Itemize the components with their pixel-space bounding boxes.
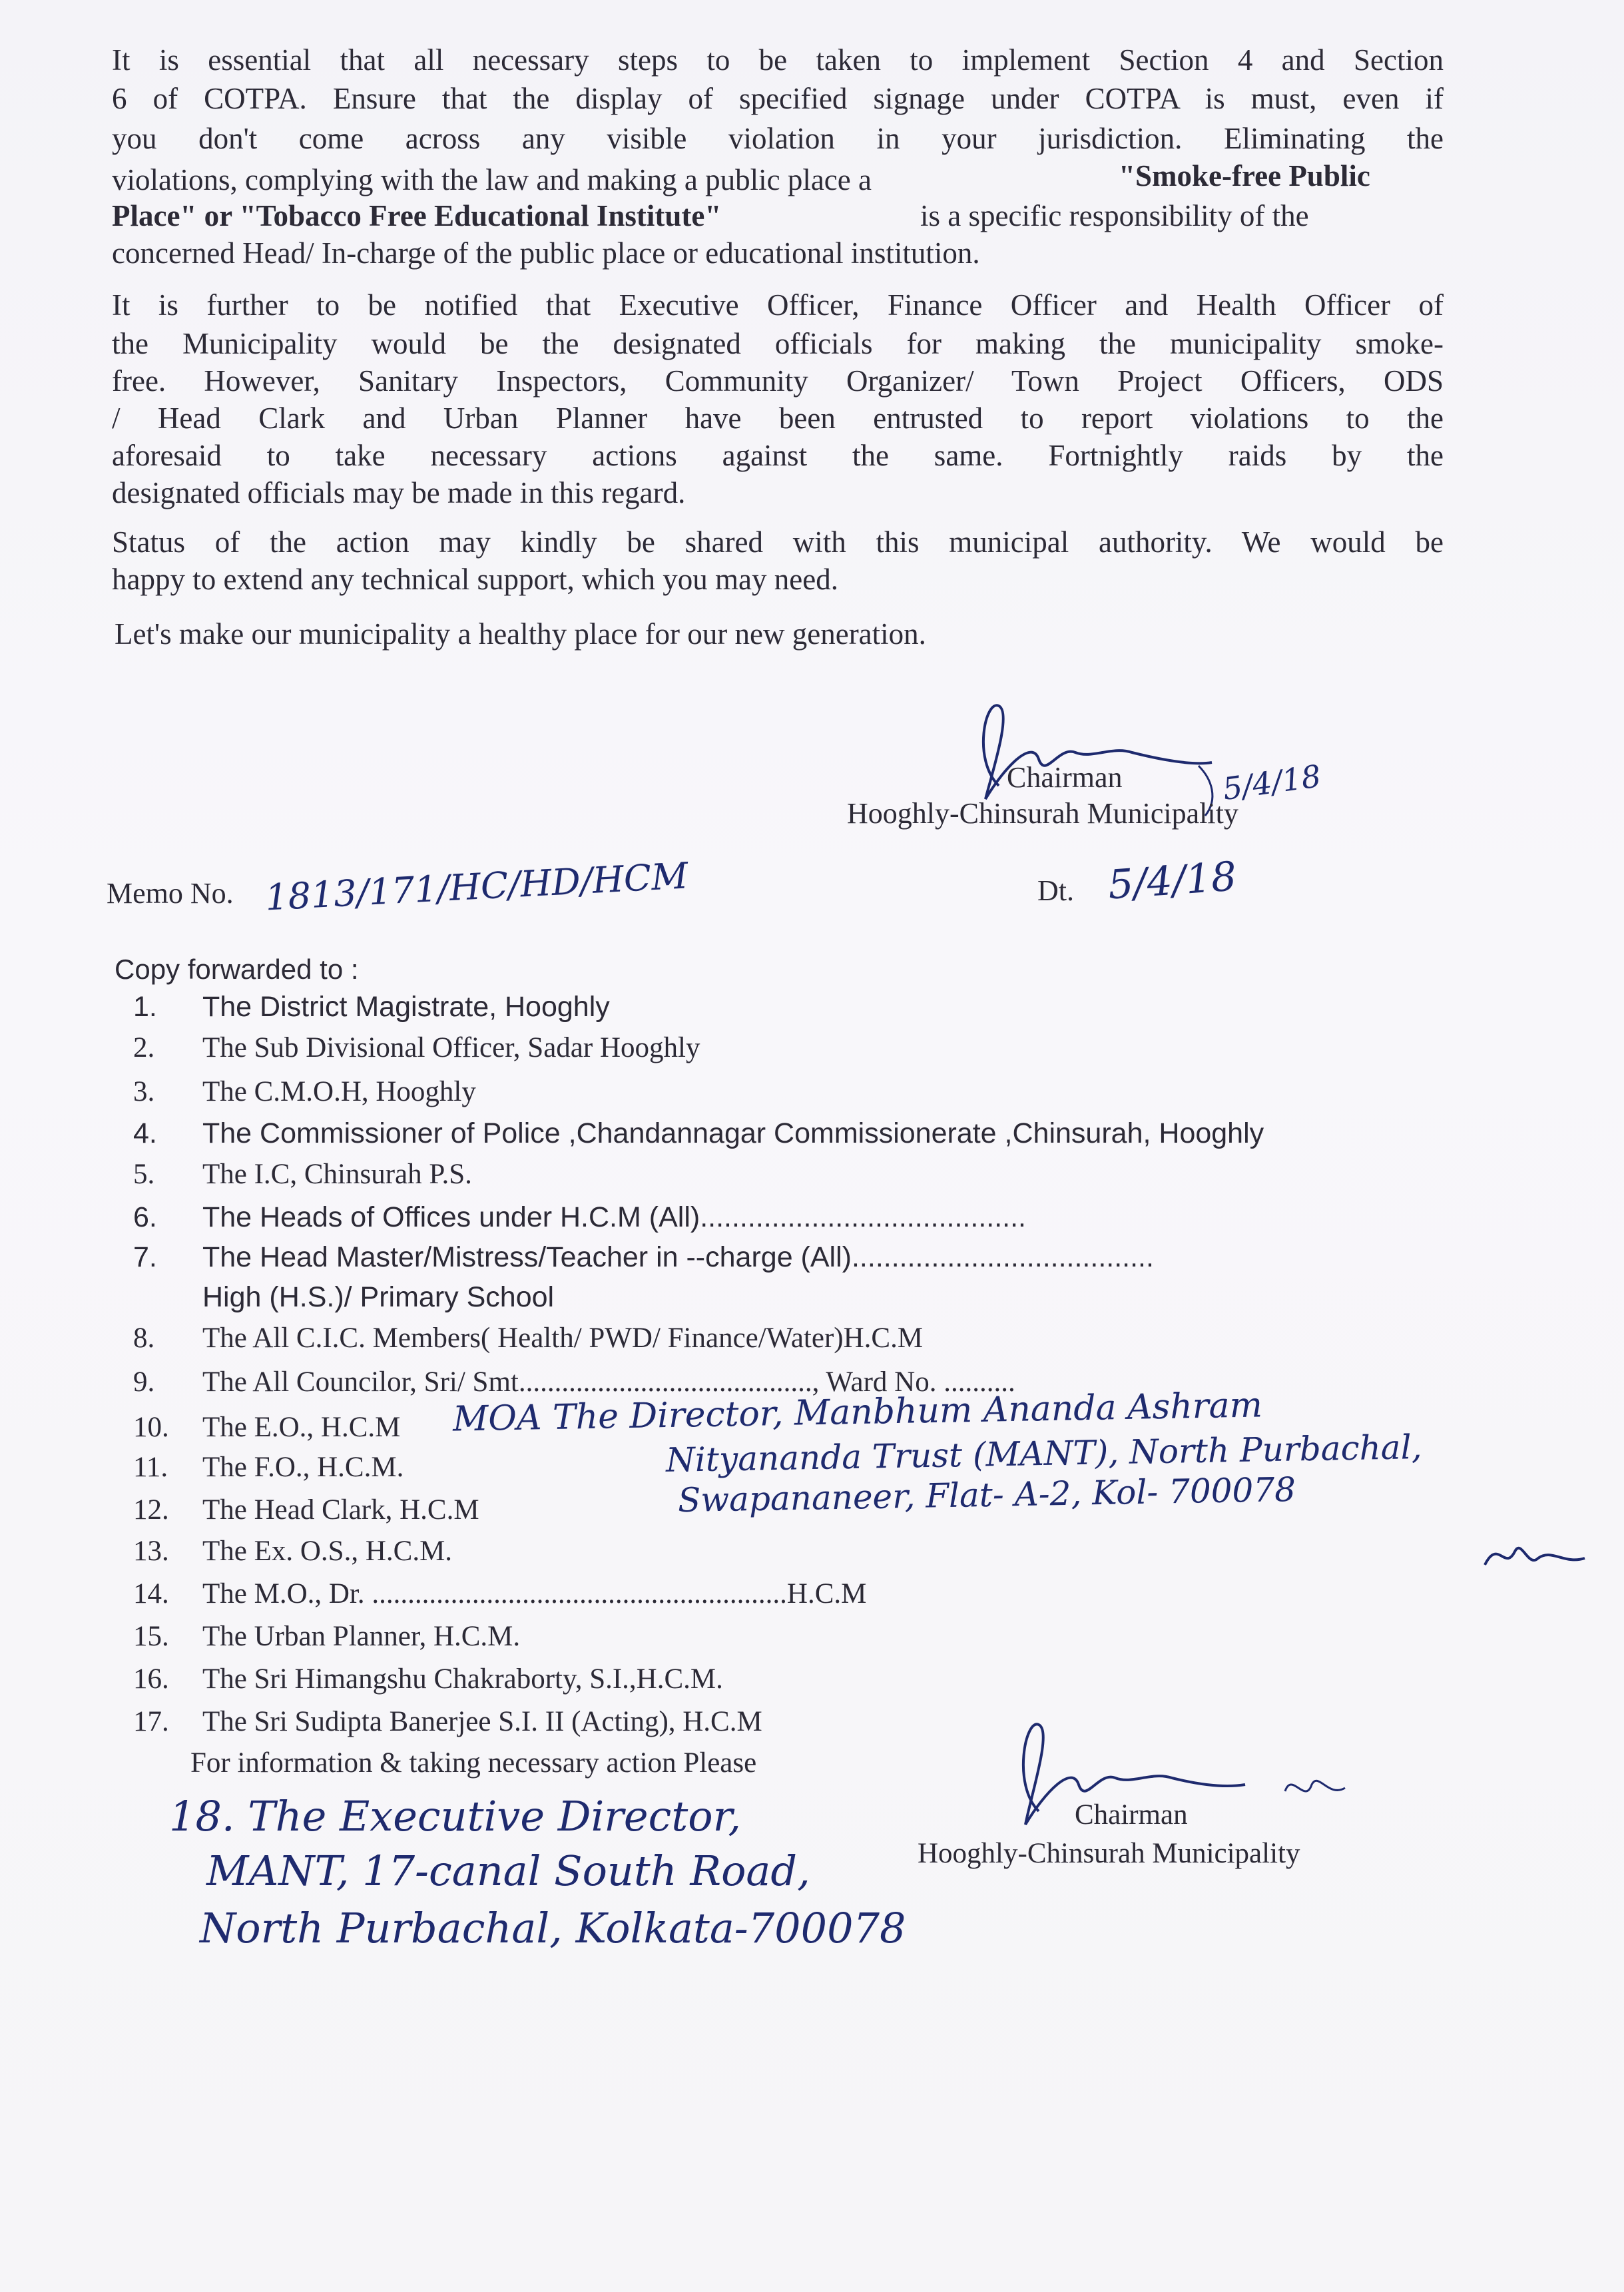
p1-line-6-tail: is a specific responsibility of the (920, 199, 1309, 232)
list-item: 12. The Head Clark, H.C.M (133, 1494, 479, 1526)
municipality-name-2: Hooghly-Chinsurah Municipality (918, 1838, 1300, 1869)
list-item: 11. The F.O., H.C.M. (133, 1452, 404, 1483)
list-item: 3. The C.M.O.H, Hooghly (133, 1076, 476, 1107)
list-item: 14. The M.O., Dr. ..........................................................H.C.M (133, 1578, 867, 1609)
handwritten-moa-line-1: MOA The Director, Manbhum Ananda Ashram (452, 1385, 1263, 1440)
p1-emphasis-2: Place" or "Tobacco Free Educational Institute" (112, 199, 722, 232)
handwritten-moa-line-2: Nityananda Trust (MANT), North Purbachal, (665, 1428, 1422, 1480)
p1-line-1: It is essential that all necessary steps to be taken to implement Section 4 and Section (112, 43, 1444, 77)
p2-line-3: free. However, Sanitary Inspectors, Community Organizer/ Town Project Officers, ODS (112, 364, 1444, 398)
chairman-title-1: Chairman (1007, 761, 1123, 794)
list-item: 9. The All Councilor, Sri/ Smt........................................., Ward No. .......... (133, 1366, 1015, 1398)
list-item: High (H.S.)/ Primary School (202, 1281, 555, 1313)
list-item: 13. The Ex. O.S., H.C.M. (133, 1536, 453, 1567)
list-item: 4. The Commissioner of Police ,Chandannagar Commissionerate ,Chinsurah, Hooghly (133, 1117, 1264, 1149)
p3-line-1: Status of the action may kindly be shared with this municipal authority. We would be (112, 525, 1444, 559)
memo-number: 1813/171/HC/HD/HCM (264, 854, 689, 919)
chairman-title-2: Chairman (1075, 1799, 1188, 1831)
p1-line-4: violations, complying with the law and making a public place a (112, 163, 872, 196)
p1-line-3: you don't come across any visible violation in your jurisdiction. Eliminating the (112, 122, 1444, 155)
p2-line-4: / Head Clark and Urban Planner have been entrusted to report violations to the (112, 402, 1444, 435)
list-item: 8. The All C.I.C. Members( Health/ PWD/ Finance/Water)H.C.M (133, 1322, 924, 1354)
handwritten-moa-line-3: Swapananeer, Flat- A-2, Kol- 700078 (677, 1470, 1296, 1520)
p4-line: Let's make our municipality a healthy place for our new generation. (115, 617, 926, 651)
list-item: 2. The Sub Divisional Officer, Sadar Hooghly (133, 1032, 700, 1063)
list-item: 15. The Urban Planner, H.C.M. (133, 1621, 521, 1652)
signature-date-1: 5/4/18 (1220, 757, 1324, 808)
closing-line: For information & taking necessary action Please (190, 1747, 757, 1779)
list-item: 7. The Head Master/Mistress/Teacher in --charge (All)...................................... (133, 1241, 1154, 1273)
initials-scribble (1478, 1532, 1591, 1578)
p2-line-6: designated officials may be made in this regard. (112, 476, 686, 509)
memo-date: 5/4/18 (1106, 853, 1238, 909)
p1-line-7: concerned Head/ In-charge of the public place or educational institution. (112, 236, 980, 270)
p1-line-2: 6 of COTPA. Ensure that the display of specified signage under COTPA is must, even if (112, 82, 1444, 115)
handwritten-item-18-line-3: North Purbachal, Kolkata-700078 (200, 1904, 906, 1952)
date-label: Dt. (1037, 874, 1074, 907)
list-item: 10. The E.O., H.C.M (133, 1412, 401, 1443)
p2-line-1: It is further to be notified that Executive Officer, Finance Officer and Health Officer of (112, 288, 1444, 322)
copy-heading: Copy forwarded to : (115, 954, 359, 985)
p2-line-2: the Municipality would be the designated officials for making the municipality smoke- (112, 327, 1444, 360)
list-item: 16. The Sri Himangshu Chakraborty, S.I.,H.C.M. (133, 1663, 723, 1695)
p2-line-5: aforesaid to take necessary actions against the same. Fortnightly raids by the (112, 439, 1444, 472)
p3-line-2: happy to extend any technical support, which you may need. (112, 563, 838, 596)
list-item: 17. The Sri Sudipta Banerjee S.I. II (Acting), H.C.M (133, 1706, 762, 1737)
memo-label: Memo No. (107, 877, 234, 910)
list-item: 5. The I.C, Chinsurah P.S. (133, 1159, 472, 1190)
list-item: 6. The Heads of Offices under H.C.M (All)......................................... (133, 1201, 1027, 1233)
p1-emphasis-1: "Smoke-free Public (1119, 159, 1370, 192)
handwritten-item-18-line-2: MANT, 17-canal South Road, (206, 1847, 810, 1895)
list-item: 1. The District Magistrate, Hooghly (133, 991, 610, 1023)
handwritten-item-18-line-1: 18. The Executive Director, (169, 1792, 742, 1841)
municipality-name-1: Hooghly-Chinsurah Municipality (847, 797, 1238, 830)
